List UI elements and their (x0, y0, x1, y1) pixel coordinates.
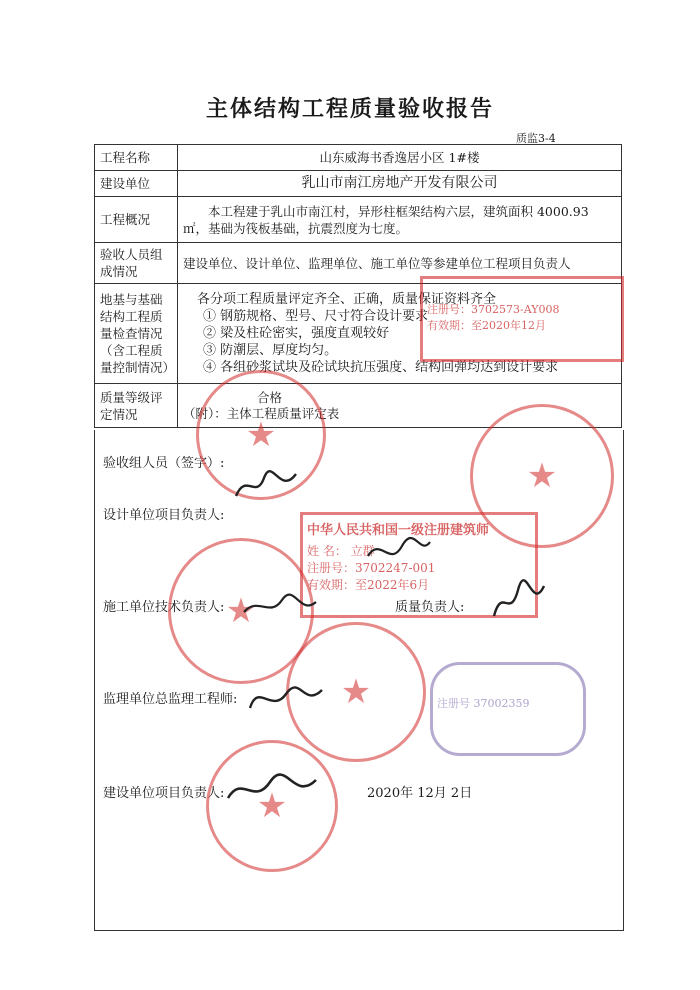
overview-value: 本工程建于乳山市南江村，异形柱框架结构六层，建筑面积 4000.93 ㎡，基础为筏板基础，抗震烈度为七度。 (178, 197, 622, 243)
builder-value: 乳山市南江房地产开发有限公司 (178, 171, 622, 197)
signature-quality (488, 576, 548, 624)
builder-label: 建设单位 (95, 171, 178, 197)
signature-designer (364, 532, 434, 572)
star-icon: ★ (340, 672, 372, 712)
inspection-line: ④ 各组砂浆试块及砼试块抗压强度、结构回弹均达到设计要求 (203, 360, 559, 375)
architect-seal-name-label: 姓 名： (307, 544, 347, 558)
architect-seal-valid: 有效期：至2022年6月 (307, 578, 430, 592)
date-year: 2020年 (367, 786, 414, 801)
form-code: 质监3-4 (516, 132, 556, 145)
signature-builder-pm (224, 768, 320, 812)
team-members-label: 验收组人员（签字）: (103, 456, 225, 471)
signature-contractor (240, 586, 320, 626)
overview-label: 工程概况 (95, 197, 178, 243)
star-icon: ★ (256, 786, 288, 826)
supervisor-seal-reg: 注册号 37002359 (437, 697, 530, 710)
grade-label: 质量等级评定情况 (95, 384, 178, 428)
registration-seal-top-right (420, 276, 624, 362)
inspection-line: ③ 防潮层、厚度均匀。 (203, 343, 338, 358)
architect-seal-title: 中华人民共和国一级注册建筑师 (307, 523, 490, 538)
star-icon: ★ (526, 456, 558, 496)
team-label: 验收人员组成情况 (95, 243, 178, 284)
page-title: 主体结构工程质量验收报告 (205, 97, 494, 122)
inspection-label: 地基与基础结构工程质量检查情况（含工程质量控制情况） (95, 284, 178, 384)
inspection-line: 各分项工程质量评定齐全、正确，质量保证资料齐全 (197, 292, 497, 307)
date-day: 2日 (450, 786, 473, 801)
seal-reg-number: 注册号：3702573-AY008 (427, 303, 560, 316)
signature-supervisor (246, 678, 326, 720)
team-value: 建设单位、设计单位、监理单位、施工单位等参建单位工程项目负责人 (178, 243, 622, 284)
architect-seal-reg: 注册号：3702247-001 (307, 561, 436, 575)
supervisor-seal (430, 662, 586, 756)
star-icon: ★ (245, 415, 277, 455)
project-name-value: 山东威海书香逸居小区 1#楼 (178, 145, 622, 171)
contractor-tech-label: 施工单位技术负责人: (103, 600, 225, 615)
date-month: 12月 (417, 786, 447, 801)
grade-result: 合格 (257, 389, 283, 405)
architect-seal-name: 立群 (350, 544, 375, 558)
supervisor-label: 监理单位总监理工程师: (103, 692, 238, 707)
inspection-line: ① 钢筋规格、型号、尺寸符合设计要求 (203, 309, 429, 324)
quality-label: 质量负责人: (395, 600, 465, 615)
grade-note: （附）：主体工程质量评定表 (183, 405, 340, 421)
seal-valid: 有效期：至2020年12月 (427, 319, 546, 332)
sign-date (367, 782, 472, 801)
signature-team (232, 466, 302, 506)
star-icon: ★ (225, 591, 257, 631)
designer-label: 设计单位项目负责人: (103, 508, 225, 523)
builder-pm-label: 建设单位项目负责人: (103, 786, 225, 801)
project-name-label: 工程名称 (95, 145, 178, 171)
inspection-line: ② 梁及柱砼密实，强度直观较好 (203, 326, 390, 341)
